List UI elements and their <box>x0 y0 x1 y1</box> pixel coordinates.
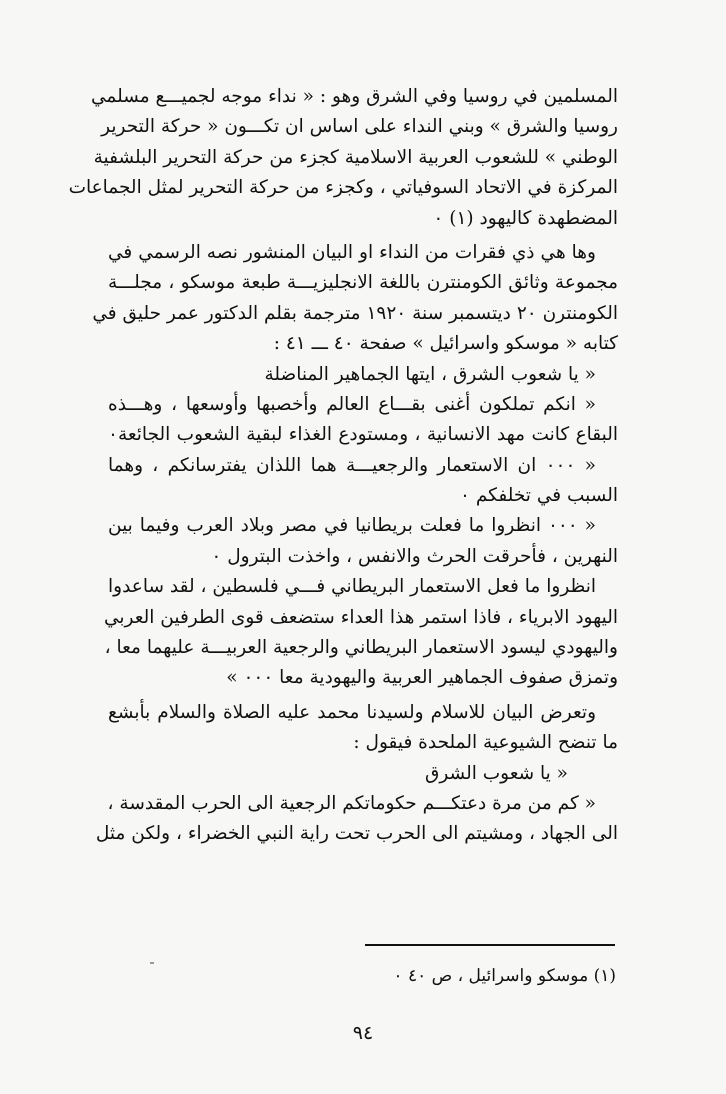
text-line: روسيا والشرق » وبني النداء على اساس ان تكـــون « حركة التحرير <box>101 116 618 138</box>
text-line: المركزة في الاتحاد السوفياتي ، وكجزء من حركة التحرير لمثل الجماعات <box>68 177 618 199</box>
text-line: انظروا ما فعل الاستعمار البريطاني فـــي فلسطين ، لقد ساعدوا <box>108 576 596 598</box>
text-line: « يا شعوب الشرق <box>425 762 568 784</box>
footnote-separator <box>365 944 615 946</box>
text-line: السبب في تخلفكم ٠ <box>460 485 618 507</box>
text-line: اليهود الابرياء ، فاذا استمر هذا العداء ستضعف قوى الطرفين العربي <box>103 606 618 628</box>
text-line: الكومنترن ٢٠ ديتسمبر سنة ١٩٢٠ مترجمة بقلم الدكتور عمر حليق في <box>92 302 618 324</box>
text-line: « ٠٠٠ انظروا ما فعلت بريطانيا في مصر وبلاد العرب وفيما بين <box>108 515 596 537</box>
text-line: واليهودي ليسود الاستعمار البريطاني والرجعية العربيـــة عليهما معا ، <box>104 637 618 659</box>
text-line: « انكم تملكون أغنى بقـــاع العالم وأخصبها وأوسعها ، وهـــذه <box>108 393 596 415</box>
text-line: « يا شعوب الشرق ، ايتها الجماهير المناضلة <box>264 363 596 385</box>
text-line: ما تنضح الشيوعية الملحدة فيقول : <box>353 732 618 754</box>
text-line: المضطهدة كاليهود (١) ٠ <box>433 207 618 229</box>
text-line: الى الجهاد ، ومشيتم الى الحرب تحت راية النبي الخضراء ، ولكن مثل <box>95 823 618 845</box>
text-line: « ٠٠٠ ان الاستعمار والرجعيـــة هما اللذان يفترسانكم ، وهما <box>108 454 596 476</box>
text-line: البقاع كانت مهد الانسانية ، ومستودع الغذاء لبقية الشعوب الجائعة٠ <box>108 424 618 446</box>
text-line: الوطني » للشعوب العربية الاسلامية كجزء من حركة التحرير البلشفية <box>93 146 618 168</box>
text-line: مجموعة وثائق الكومنترن باللغة الانجليزيـــة طبعة موسكو ، مجلـــة <box>108 272 618 294</box>
text-line: وها هي ذي فقرات من النداء او البيان المنشور نصه الرسمي في <box>108 241 596 263</box>
text-line: « كم من مرة دعتكـــم حكوماتكم الرجعية الى الحرب المقدسة ، <box>107 792 596 814</box>
text-line: وتعرض البيان للاسلام ولسيدنا محمد عليه الصلاة والسلام بأبشع <box>108 701 596 723</box>
text-line: كتابه « موسكو واسرائيل » صفحة ٤٠ ـــ ٤١ : <box>273 333 618 355</box>
body-text <box>68 82 618 850</box>
page-number: ٩٤ <box>352 1022 374 1044</box>
text-line: النهرين ، فأحرقت الحرث والانفس ، واخذت البترول ٠ <box>211 545 618 567</box>
text-line: وتمزق صفوف الجماهير العربية واليهودية معا ٠٠٠ » <box>226 667 618 689</box>
text-line: المسلمين في روسيا وفي الشرق وهو : « نداء موجه لجميـــع مسلمي <box>91 86 618 107</box>
scan-speck <box>150 962 154 964</box>
footnote: (١) موسكو واسرائيل ، ص ٤٠ ٠ <box>393 966 616 986</box>
